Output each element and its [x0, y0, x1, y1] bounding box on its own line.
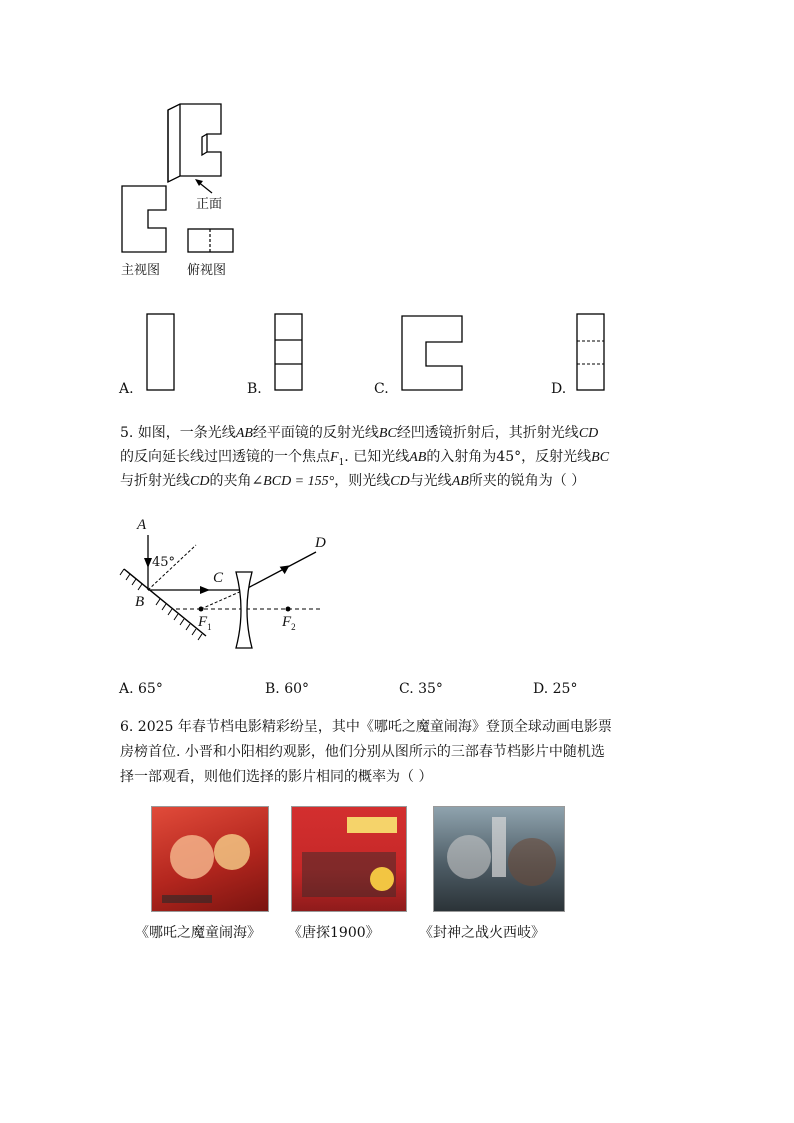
- q5-angle-expr: ∠BCD = 155°: [251, 474, 335, 489]
- diagram-label-a: A: [137, 517, 147, 533]
- diagram-angle-label: 45°: [152, 555, 176, 570]
- q6-line3: 择一部观看，则他们选择的影片相同的概率为（ ）: [120, 769, 433, 785]
- q5-text: 经平面镜的反射光线: [252, 425, 379, 441]
- q5-ab: AB: [451, 474, 469, 489]
- q5-text: 如图，一条光线: [137, 425, 236, 441]
- q5-cd: CD: [578, 426, 599, 441]
- f1-letter: F: [198, 614, 208, 630]
- q5-cd: CD: [390, 474, 410, 489]
- q5-f1: F: [330, 450, 339, 465]
- diagram-label-c: C: [213, 570, 224, 586]
- q5-angle45: 45°: [496, 449, 522, 465]
- q6-line2: 房榜首位. 小晋和小阳相约观影，他们分别从图所示的三部春节档影片中随机选: [120, 744, 605, 760]
- diagram-label-d: D: [315, 535, 326, 551]
- diagram-label-f1: [198, 614, 212, 632]
- q5-ab: AB: [409, 450, 427, 465]
- q5-text: 的夹角: [209, 473, 252, 489]
- diagram-label-f2: [282, 614, 296, 632]
- q5-bc: BC: [591, 450, 610, 465]
- poster-fengshen: [433, 806, 565, 912]
- front-label: 正面: [196, 197, 223, 212]
- diagram-label-b: B: [135, 594, 145, 610]
- q5-option-d: D. 25°: [533, 681, 578, 697]
- poster-caption-nezha: 《哪吒之魔童闹海》: [135, 925, 261, 941]
- q5-option-a: A. 65°: [119, 681, 163, 697]
- q5-text: ，反射光线: [521, 449, 592, 465]
- q5-text: 与折射光线: [120, 473, 190, 489]
- f2-sub: 2: [291, 622, 296, 632]
- q6-line1: 6. 2025 年春节档电影精彩纷呈，其中《哪吒之魔童闹海》登顶全球动画电影票: [120, 719, 612, 735]
- q5-text: . 已知光线: [344, 449, 410, 465]
- poster-caption-fengshen: 《封神之战火西岐》: [419, 925, 545, 941]
- q4-option-c: C.: [374, 381, 389, 397]
- q5-text: 与光线: [409, 473, 452, 489]
- q5-text: 经凹透镜折射后，其折射光线: [396, 425, 579, 441]
- poster-tangtan: [291, 806, 407, 912]
- q5-option-c: C. 35°: [399, 681, 443, 697]
- q5-number: 5.: [120, 425, 134, 441]
- top-view-label: 俯视图: [187, 263, 227, 278]
- q5-text: 所夹的锐角为（ ）: [468, 473, 586, 489]
- q4-option-b: B.: [247, 381, 262, 397]
- poster-caption-tangtan: 《唐探1900》: [288, 925, 380, 941]
- main-view-label: 主视图: [121, 263, 161, 278]
- q5-ab: AB: [235, 426, 253, 441]
- q5-text: ，则光线: [334, 473, 391, 489]
- f1-sub: 1: [207, 622, 212, 632]
- q5-text: 的入射角为: [426, 449, 497, 465]
- f2-letter: F: [282, 614, 292, 630]
- q5-f1-sub: 1: [338, 457, 345, 468]
- q4-option-d: D.: [551, 381, 567, 397]
- q5-bc: BC: [378, 426, 397, 441]
- poster-nezha: [151, 806, 269, 912]
- q5-cd: CD: [190, 474, 210, 489]
- q4-option-a: A.: [119, 381, 134, 397]
- q5-option-b: B. 60°: [265, 681, 310, 697]
- q5-text: 的反向延长线过凹透镜的一个焦点: [120, 449, 330, 465]
